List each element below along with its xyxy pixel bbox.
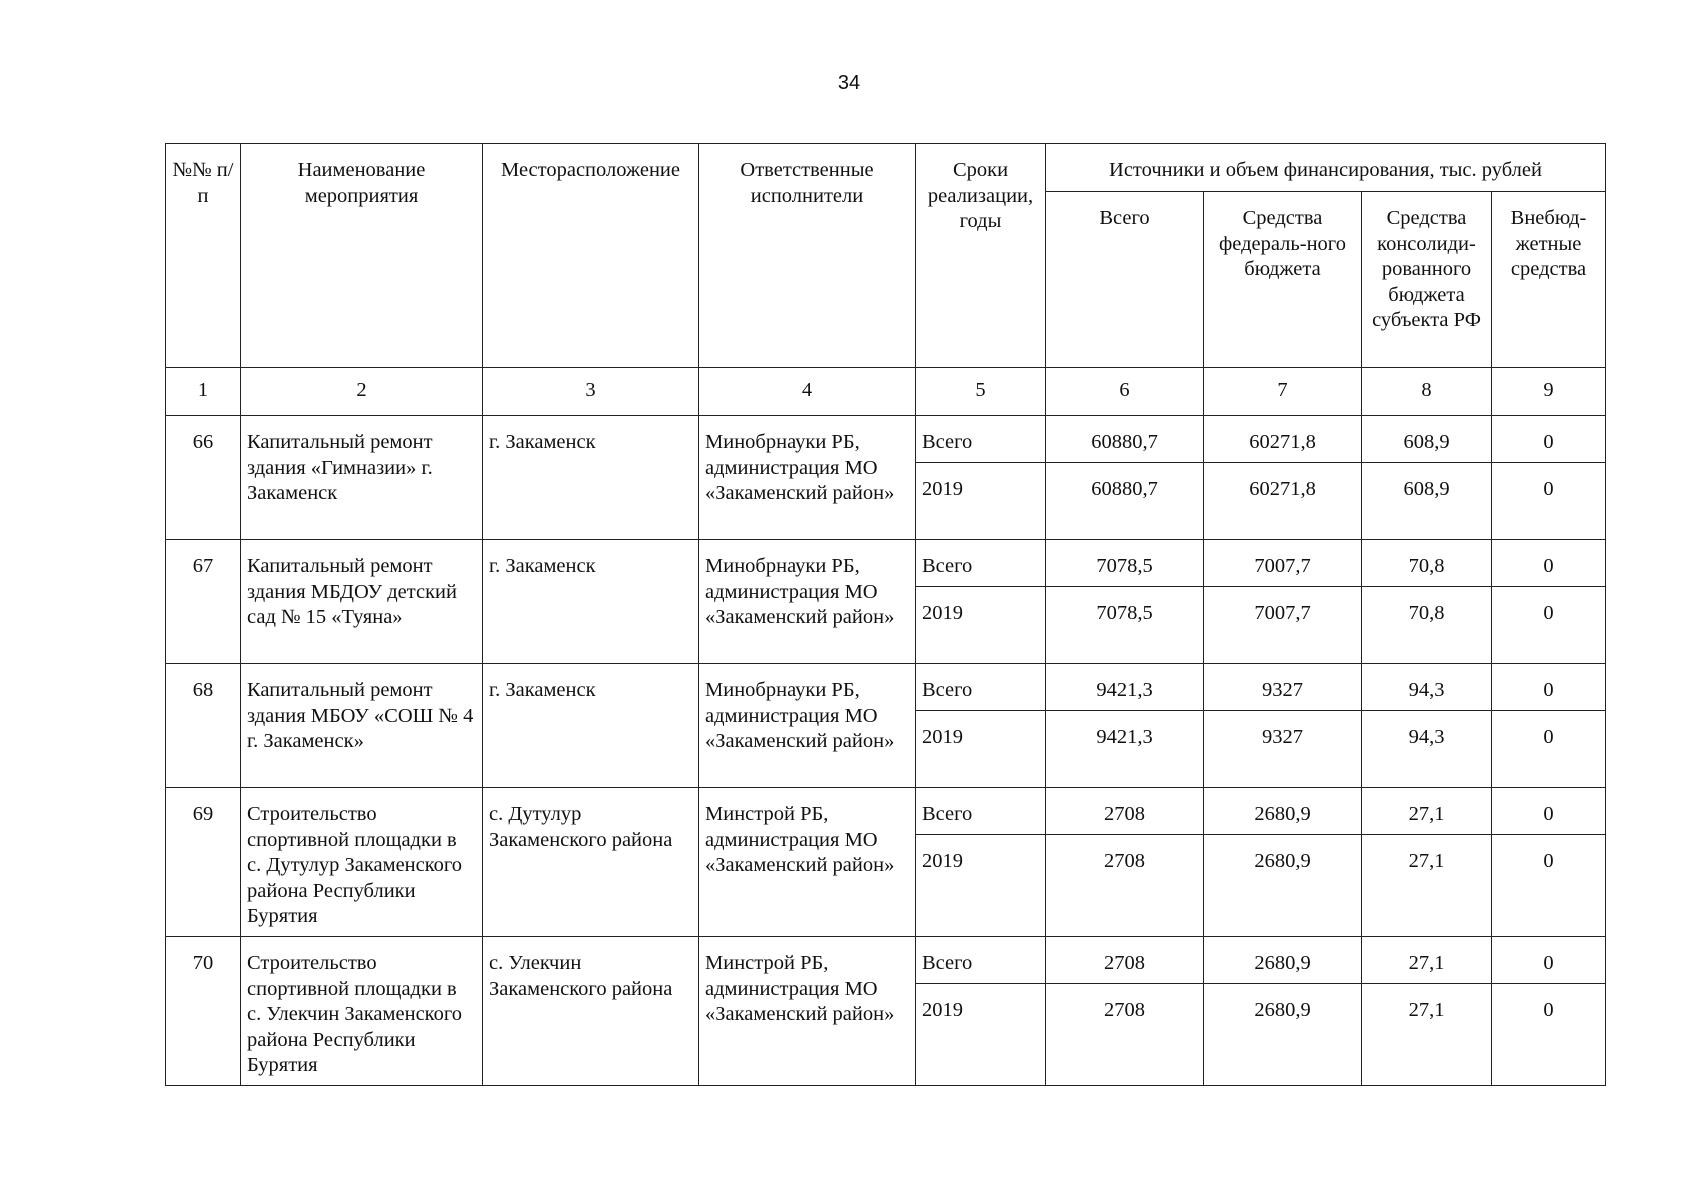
table-row — [166, 664, 1606, 711]
row-extrabudget: 0 — [1492, 416, 1606, 463]
row-name: Капитальный ремонт здания МБОУ «СОШ № 4 г. Закаменск» — [241, 664, 483, 788]
column-number: 8 — [1362, 368, 1492, 416]
row-num: 67 — [166, 540, 241, 664]
header-responsible: Ответственные исполнители — [699, 144, 916, 368]
row-period: Всего — [916, 937, 1046, 984]
row-federal: 60271,8 — [1204, 416, 1362, 463]
header-location: Месторасположение — [483, 144, 699, 368]
row-name: Строительство спортивной площадки в с. Улекчин Закаменского района Республики Бурятия — [241, 937, 483, 1086]
row-location: г. Закаменск — [483, 416, 699, 540]
row-total: 2708 — [1046, 835, 1204, 937]
table-row — [166, 416, 1606, 463]
row-extrabudget: 0 — [1492, 788, 1606, 835]
row-responsible: Минобрнауки РБ, администрация МО «Закаменский район» — [699, 540, 916, 664]
row-period: Всего — [916, 664, 1046, 711]
column-number: 9 — [1492, 368, 1606, 416]
row-name: Капитальный ремонт здания МБДОУ детский сад № 15 «Туяна» — [241, 540, 483, 664]
row-consolidated: 27,1 — [1362, 835, 1492, 937]
row-consolidated: 94,3 — [1362, 664, 1492, 711]
table-row — [166, 788, 1606, 835]
header-name: Наименование мероприятия — [241, 144, 483, 368]
row-consolidated: 70,8 — [1362, 540, 1492, 587]
row-federal: 2680,9 — [1204, 788, 1362, 835]
row-extrabudget: 0 — [1492, 463, 1606, 540]
row-total: 60880,7 — [1046, 463, 1204, 540]
row-extrabudget: 0 — [1492, 835, 1606, 937]
row-total: 60880,7 — [1046, 416, 1204, 463]
row-num: 68 — [166, 664, 241, 788]
row-total: 2708 — [1046, 984, 1204, 1086]
row-period: Всего — [916, 540, 1046, 587]
row-total: 7078,5 — [1046, 540, 1204, 587]
row-consolidated: 70,8 — [1362, 587, 1492, 664]
row-location: г. Закаменск — [483, 540, 699, 664]
row-total: 9421,3 — [1046, 664, 1204, 711]
column-number: 2 — [241, 368, 483, 416]
row-consolidated: 27,1 — [1362, 937, 1492, 984]
row-federal: 2680,9 — [1204, 835, 1362, 937]
row-responsible: Минстрой РБ, администрация МО «Закаменский район» — [699, 788, 916, 937]
column-number: 6 — [1046, 368, 1204, 416]
header-num: №№ п/п — [166, 144, 241, 368]
row-period: 2019 — [916, 835, 1046, 937]
header-financing-group: Источники и объем финансирования, тыс. рублей — [1046, 144, 1606, 192]
header-period: Сроки реализации, годы — [916, 144, 1046, 368]
row-num: 70 — [166, 937, 241, 1086]
row-name: Строительство спортивной площадки в с. Дутулур Закаменского района Республики Бурятия — [241, 788, 483, 937]
row-period: Всего — [916, 788, 1046, 835]
row-consolidated: 608,9 — [1362, 416, 1492, 463]
column-number: 7 — [1204, 368, 1362, 416]
row-extrabudget: 0 — [1492, 984, 1606, 1086]
column-number: 1 — [166, 368, 241, 416]
row-name: Капитальный ремонт здания «Гимназии» г. Закаменск — [241, 416, 483, 540]
financing-table — [165, 143, 1606, 1086]
header-extrabudget: Внебюд-жетные средства — [1492, 192, 1606, 368]
column-numbers-row — [166, 368, 1606, 416]
header-consolidated: Средства консолиди-рованного бюджета субъекта РФ — [1362, 192, 1492, 368]
row-location: с. Улекчин Закаменского района — [483, 937, 699, 1086]
row-extrabudget: 0 — [1492, 664, 1606, 711]
row-consolidated: 94,3 — [1362, 711, 1492, 788]
page-number: 34 — [837, 72, 861, 94]
row-federal: 60271,8 — [1204, 463, 1362, 540]
row-extrabudget: 0 — [1492, 711, 1606, 788]
row-num: 69 — [166, 788, 241, 937]
row-period: 2019 — [916, 463, 1046, 540]
table-header-row — [166, 144, 1606, 192]
row-period: 2019 — [916, 711, 1046, 788]
row-federal: 7007,7 — [1204, 587, 1362, 664]
row-total: 7078,5 — [1046, 587, 1204, 664]
column-number: 4 — [699, 368, 916, 416]
row-period: 2019 — [916, 984, 1046, 1086]
row-total: 9421,3 — [1046, 711, 1204, 788]
row-federal: 2680,9 — [1204, 937, 1362, 984]
row-total: 2708 — [1046, 937, 1204, 984]
row-responsible: Минобрнауки РБ, администрация МО «Закаменский район» — [699, 664, 916, 788]
row-federal: 9327 — [1204, 711, 1362, 788]
row-total: 2708 — [1046, 788, 1204, 835]
column-number: 5 — [916, 368, 1046, 416]
row-consolidated: 27,1 — [1362, 788, 1492, 835]
row-consolidated: 608,9 — [1362, 463, 1492, 540]
row-federal: 7007,7 — [1204, 540, 1362, 587]
row-responsible: Минобрнауки РБ, администрация МО «Закаменский район» — [699, 416, 916, 540]
row-extrabudget: 0 — [1492, 587, 1606, 664]
row-consolidated: 27,1 — [1362, 984, 1492, 1086]
row-responsible: Минстрой РБ, администрация МО «Закаменский район» — [699, 937, 916, 1086]
header-total: Всего — [1046, 192, 1204, 368]
row-location: г. Закаменск — [483, 664, 699, 788]
row-location: с. Дутулур Закаменского района — [483, 788, 699, 937]
column-number: 3 — [483, 368, 699, 416]
table-row — [166, 540, 1606, 587]
header-federal: Средства федераль-ного бюджета — [1204, 192, 1362, 368]
row-federal: 9327 — [1204, 664, 1362, 711]
table-row — [166, 937, 1606, 984]
row-federal: 2680,9 — [1204, 984, 1362, 1086]
row-extrabudget: 0 — [1492, 937, 1606, 984]
row-period: 2019 — [916, 587, 1046, 664]
row-num: 66 — [166, 416, 241, 540]
row-extrabudget: 0 — [1492, 540, 1606, 587]
row-period: Всего — [916, 416, 1046, 463]
